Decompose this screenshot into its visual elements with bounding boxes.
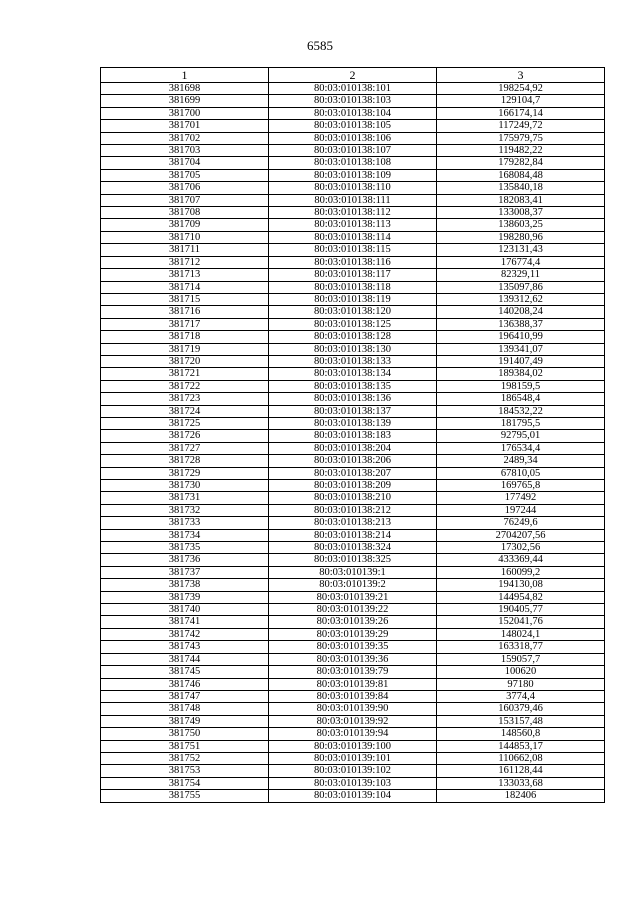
table-cell-col-2: 80:03:010138:112 bbox=[269, 207, 437, 219]
table-cell-col-1: 381708 bbox=[101, 207, 269, 219]
table-cell-col-1: 381734 bbox=[101, 529, 269, 541]
table-row bbox=[101, 368, 605, 380]
table-row bbox=[101, 256, 605, 268]
table-cell-col-1: 381753 bbox=[101, 765, 269, 777]
table-row bbox=[101, 604, 605, 616]
table-body bbox=[101, 83, 605, 803]
table-cell-col-3: 152041,76 bbox=[437, 616, 605, 628]
table-cell-col-3: 82329,11 bbox=[437, 269, 605, 281]
table-cell-col-1: 381711 bbox=[101, 244, 269, 256]
table-row bbox=[101, 107, 605, 119]
table-cell-col-1: 381701 bbox=[101, 120, 269, 132]
table-cell-col-3: 138603,25 bbox=[437, 219, 605, 231]
table-cell-col-1: 381712 bbox=[101, 256, 269, 268]
table-cell-col-2: 80:03:010138:105 bbox=[269, 120, 437, 132]
table-cell-col-1: 381735 bbox=[101, 542, 269, 554]
table-cell-col-2: 80:03:010138:104 bbox=[269, 107, 437, 119]
table-cell-col-1: 381707 bbox=[101, 194, 269, 206]
column-header-3: 3 bbox=[437, 68, 605, 83]
table-cell-col-2: 80:03:010139:81 bbox=[269, 678, 437, 690]
table-cell-col-1: 381724 bbox=[101, 405, 269, 417]
table-cell-col-3: 176774,4 bbox=[437, 256, 605, 268]
table-cell-col-3: 129104,7 bbox=[437, 95, 605, 107]
table-cell-col-1: 381703 bbox=[101, 145, 269, 157]
table-cell-col-2: 80:03:010139:1 bbox=[269, 566, 437, 578]
table-cell-col-3: 198159,5 bbox=[437, 380, 605, 392]
table-row bbox=[101, 231, 605, 243]
table-cell-col-1: 381746 bbox=[101, 678, 269, 690]
table-row bbox=[101, 690, 605, 702]
table-cell-col-2: 80:03:010139:36 bbox=[269, 653, 437, 665]
table-row bbox=[101, 653, 605, 665]
table-cell-col-1: 381750 bbox=[101, 728, 269, 740]
table-cell-col-1: 381740 bbox=[101, 604, 269, 616]
table-cell-col-2: 80:03:010139:94 bbox=[269, 728, 437, 740]
table-cell-col-3: 168084,48 bbox=[437, 169, 605, 181]
table-cell-col-3: 136388,37 bbox=[437, 318, 605, 330]
table-cell-col-2: 80:03:010138:212 bbox=[269, 504, 437, 516]
table-row bbox=[101, 306, 605, 318]
table-cell-col-3: 161128,44 bbox=[437, 765, 605, 777]
table-cell-col-3: 97180 bbox=[437, 678, 605, 690]
table-cell-col-1: 381721 bbox=[101, 368, 269, 380]
table-row bbox=[101, 169, 605, 181]
table-row bbox=[101, 331, 605, 343]
table-cell-col-3: 177492 bbox=[437, 492, 605, 504]
table-row bbox=[101, 790, 605, 802]
table-cell-col-1: 381706 bbox=[101, 182, 269, 194]
table-cell-col-1: 381728 bbox=[101, 455, 269, 467]
table-cell-col-2: 80:03:010138:325 bbox=[269, 554, 437, 566]
table-row bbox=[101, 765, 605, 777]
table-cell-col-2: 80:03:010138:113 bbox=[269, 219, 437, 231]
table-cell-col-3: 179282,84 bbox=[437, 157, 605, 169]
table-cell-col-2: 80:03:010139:101 bbox=[269, 752, 437, 764]
table-cell-col-3: 17302,56 bbox=[437, 542, 605, 554]
table-cell-col-2: 80:03:010138:207 bbox=[269, 467, 437, 479]
table-row bbox=[101, 641, 605, 653]
header-row bbox=[101, 68, 605, 83]
table-cell-col-1: 381732 bbox=[101, 504, 269, 516]
table-cell-col-3: 76249,6 bbox=[437, 517, 605, 529]
table-cell-col-1: 381731 bbox=[101, 492, 269, 504]
table-cell-col-2: 80:03:010138:136 bbox=[269, 393, 437, 405]
table-cell-col-3: 160379,46 bbox=[437, 703, 605, 715]
table-cell-col-2: 80:03:010138:108 bbox=[269, 157, 437, 169]
table-row bbox=[101, 393, 605, 405]
table-cell-col-3: 3774,4 bbox=[437, 690, 605, 702]
table-row bbox=[101, 666, 605, 678]
table-cell-col-1: 381717 bbox=[101, 318, 269, 330]
table-cell-col-3: 2704207,56 bbox=[437, 529, 605, 541]
table-cell-col-3: 135097,86 bbox=[437, 281, 605, 293]
table-cell-col-1: 381716 bbox=[101, 306, 269, 318]
table-row bbox=[101, 405, 605, 417]
table-cell-col-3: 433369,44 bbox=[437, 554, 605, 566]
table-row bbox=[101, 83, 605, 95]
table-cell-col-1: 381719 bbox=[101, 343, 269, 355]
table-cell-col-3: 184532,22 bbox=[437, 405, 605, 417]
table-row bbox=[101, 591, 605, 603]
table-cell-col-2: 80:03:010139:21 bbox=[269, 591, 437, 603]
table-cell-col-1: 381741 bbox=[101, 616, 269, 628]
table-row bbox=[101, 529, 605, 541]
table-row bbox=[101, 554, 605, 566]
table-cell-col-1: 381720 bbox=[101, 355, 269, 367]
table-cell-col-2: 80:03:010139:104 bbox=[269, 790, 437, 802]
table-cell-col-1: 381743 bbox=[101, 641, 269, 653]
table-cell-col-2: 80:03:010138:213 bbox=[269, 517, 437, 529]
table-cell-col-2: 80:03:010139:35 bbox=[269, 641, 437, 653]
table-row bbox=[101, 318, 605, 330]
table-row bbox=[101, 517, 605, 529]
table-cell-col-3: 175979,75 bbox=[437, 132, 605, 144]
table-row bbox=[101, 480, 605, 492]
table-row bbox=[101, 343, 605, 355]
table-row bbox=[101, 355, 605, 367]
table-cell-col-3: 160099,2 bbox=[437, 566, 605, 578]
table-cell-col-2: 80:03:010138:125 bbox=[269, 318, 437, 330]
table-row bbox=[101, 492, 605, 504]
table-row bbox=[101, 467, 605, 479]
table-cell-col-1: 381727 bbox=[101, 442, 269, 454]
table-cell-col-2: 80:03:010138:183 bbox=[269, 430, 437, 442]
table-cell-col-3: 119482,22 bbox=[437, 145, 605, 157]
table-cell-col-3: 169765,8 bbox=[437, 480, 605, 492]
table-cell-col-1: 381718 bbox=[101, 331, 269, 343]
table-cell-col-2: 80:03:010138:115 bbox=[269, 244, 437, 256]
table-cell-col-3: 182083,41 bbox=[437, 194, 605, 206]
table-cell-col-3: 140208,24 bbox=[437, 306, 605, 318]
table-cell-col-1: 381723 bbox=[101, 393, 269, 405]
table-cell-col-2: 80:03:010139:26 bbox=[269, 616, 437, 628]
table-cell-col-1: 381733 bbox=[101, 517, 269, 529]
table-cell-col-2: 80:03:010138:114 bbox=[269, 231, 437, 243]
table-row bbox=[101, 145, 605, 157]
table-cell-col-1: 381722 bbox=[101, 380, 269, 392]
table-cell-col-2: 80:03:010138:106 bbox=[269, 132, 437, 144]
table-cell-col-2: 80:03:010139:103 bbox=[269, 777, 437, 789]
table-row bbox=[101, 628, 605, 640]
table-cell-col-3: 198254,92 bbox=[437, 83, 605, 95]
table-cell-col-1: 381738 bbox=[101, 579, 269, 591]
table-cell-col-1: 381730 bbox=[101, 480, 269, 492]
table-cell-col-2: 80:03:010139:90 bbox=[269, 703, 437, 715]
table-row bbox=[101, 442, 605, 454]
table-cell-col-2: 80:03:010138:204 bbox=[269, 442, 437, 454]
table-row bbox=[101, 182, 605, 194]
table-cell-col-2: 80:03:010138:111 bbox=[269, 194, 437, 206]
table-cell-col-2: 80:03:010139:2 bbox=[269, 579, 437, 591]
page-number: 6585 bbox=[307, 38, 333, 53]
table-cell-col-2: 80:03:010139:100 bbox=[269, 740, 437, 752]
table-cell-col-2: 80:03:010139:102 bbox=[269, 765, 437, 777]
table-cell-col-3: 67810,05 bbox=[437, 467, 605, 479]
table-cell-col-1: 381699 bbox=[101, 95, 269, 107]
table-cell-col-2: 80:03:010139:84 bbox=[269, 690, 437, 702]
table-cell-col-2: 80:03:010139:22 bbox=[269, 604, 437, 616]
table-row bbox=[101, 380, 605, 392]
table-row bbox=[101, 616, 605, 628]
table-cell-col-1: 381702 bbox=[101, 132, 269, 144]
table-cell-col-3: 110662,08 bbox=[437, 752, 605, 764]
table-cell-col-3: 181795,5 bbox=[437, 417, 605, 429]
table-cell-col-1: 381700 bbox=[101, 107, 269, 119]
table-cell-col-2: 80:03:010138:117 bbox=[269, 269, 437, 281]
table-cell-col-1: 381737 bbox=[101, 566, 269, 578]
table-row bbox=[101, 430, 605, 442]
table-cell-col-2: 80:03:010138:116 bbox=[269, 256, 437, 268]
table-cell-col-3: 166174,14 bbox=[437, 107, 605, 119]
table-cell-col-3: 159057,7 bbox=[437, 653, 605, 665]
table-cell-col-2: 80:03:010139:29 bbox=[269, 628, 437, 640]
table-cell-col-3: 148024,1 bbox=[437, 628, 605, 640]
table-cell-col-2: 80:03:010138:139 bbox=[269, 417, 437, 429]
table-cell-col-2: 80:03:010138:133 bbox=[269, 355, 437, 367]
table-row bbox=[101, 752, 605, 764]
table-cell-col-1: 381714 bbox=[101, 281, 269, 293]
table-row bbox=[101, 132, 605, 144]
table-cell-col-2: 80:03:010138:209 bbox=[269, 480, 437, 492]
table-cell-col-1: 381698 bbox=[101, 83, 269, 95]
table-header bbox=[101, 68, 605, 83]
table-row bbox=[101, 740, 605, 752]
table-row bbox=[101, 777, 605, 789]
table-cell-col-2: 80:03:010138:110 bbox=[269, 182, 437, 194]
table-row bbox=[101, 715, 605, 727]
table-cell-col-3: 117249,72 bbox=[437, 120, 605, 132]
table-cell-col-3: 163318,77 bbox=[437, 641, 605, 653]
table-cell-col-3: 135840,18 bbox=[437, 182, 605, 194]
table-cell-col-2: 80:03:010138:137 bbox=[269, 405, 437, 417]
table-cell-col-2: 80:03:010138:206 bbox=[269, 455, 437, 467]
table-cell-col-3: 190405,77 bbox=[437, 604, 605, 616]
table-cell-col-3: 186548,4 bbox=[437, 393, 605, 405]
table-cell-col-2: 80:03:010138:109 bbox=[269, 169, 437, 181]
table-row bbox=[101, 194, 605, 206]
table-cell-col-1: 381742 bbox=[101, 628, 269, 640]
table-cell-col-1: 381715 bbox=[101, 293, 269, 305]
table-row bbox=[101, 244, 605, 256]
column-header-2: 2 bbox=[269, 68, 437, 83]
table-row bbox=[101, 455, 605, 467]
table-cell-col-3: 191407,49 bbox=[437, 355, 605, 367]
table-cell-col-3: 176534,4 bbox=[437, 442, 605, 454]
table-row bbox=[101, 293, 605, 305]
table-cell-col-3: 139312,62 bbox=[437, 293, 605, 305]
table-cell-col-2: 80:03:010139:92 bbox=[269, 715, 437, 727]
table-cell-col-2: 80:03:010138:120 bbox=[269, 306, 437, 318]
data-table bbox=[100, 67, 605, 803]
table-row bbox=[101, 219, 605, 231]
table-row bbox=[101, 703, 605, 715]
table-cell-col-3: 144954,82 bbox=[437, 591, 605, 603]
table-cell-col-3: 139341,07 bbox=[437, 343, 605, 355]
table-row bbox=[101, 207, 605, 219]
table-cell-col-3: 133008,37 bbox=[437, 207, 605, 219]
table-cell-col-3: 133033,68 bbox=[437, 777, 605, 789]
table-cell-col-1: 381744 bbox=[101, 653, 269, 665]
table-cell-col-1: 381726 bbox=[101, 430, 269, 442]
table-cell-col-2: 80:03:010138:101 bbox=[269, 83, 437, 95]
table-row bbox=[101, 566, 605, 578]
table-cell-col-1: 381747 bbox=[101, 690, 269, 702]
table-cell-col-3: 2489,34 bbox=[437, 455, 605, 467]
table-row bbox=[101, 542, 605, 554]
table-cell-col-2: 80:03:010138:210 bbox=[269, 492, 437, 504]
table-cell-col-2: 80:03:010138:128 bbox=[269, 331, 437, 343]
table-row bbox=[101, 579, 605, 591]
table-cell-col-1: 381725 bbox=[101, 417, 269, 429]
table-cell-col-1: 381739 bbox=[101, 591, 269, 603]
table-cell-col-3: 123131,43 bbox=[437, 244, 605, 256]
table-cell-col-1: 381745 bbox=[101, 666, 269, 678]
table-cell-col-2: 80:03:010138:118 bbox=[269, 281, 437, 293]
table-cell-col-1: 381729 bbox=[101, 467, 269, 479]
table-cell-col-1: 381709 bbox=[101, 219, 269, 231]
table-cell-col-1: 381748 bbox=[101, 703, 269, 715]
table-cell-col-3: 194130,08 bbox=[437, 579, 605, 591]
table-cell-col-3: 197244 bbox=[437, 504, 605, 516]
table-cell-col-3: 189384,02 bbox=[437, 368, 605, 380]
table-cell-col-1: 381749 bbox=[101, 715, 269, 727]
table-cell-col-3: 148560,8 bbox=[437, 728, 605, 740]
table-row bbox=[101, 95, 605, 107]
table-row bbox=[101, 504, 605, 516]
table-cell-col-1: 381755 bbox=[101, 790, 269, 802]
table-cell-col-2: 80:03:010138:324 bbox=[269, 542, 437, 554]
table-cell-col-2: 80:03:010138:119 bbox=[269, 293, 437, 305]
table-row bbox=[101, 157, 605, 169]
table-cell-col-3: 198280,96 bbox=[437, 231, 605, 243]
table-row bbox=[101, 281, 605, 293]
table-cell-col-2: 80:03:010138:135 bbox=[269, 380, 437, 392]
table-cell-col-1: 381736 bbox=[101, 554, 269, 566]
table-cell-col-1: 381752 bbox=[101, 752, 269, 764]
table-row bbox=[101, 269, 605, 281]
table-cell-col-2: 80:03:010138:107 bbox=[269, 145, 437, 157]
table-cell-col-2: 80:03:010138:134 bbox=[269, 368, 437, 380]
table-cell-col-1: 381713 bbox=[101, 269, 269, 281]
table-row bbox=[101, 120, 605, 132]
table-cell-col-3: 153157,48 bbox=[437, 715, 605, 727]
table-cell-col-1: 381710 bbox=[101, 231, 269, 243]
table-cell-col-3: 182406 bbox=[437, 790, 605, 802]
table-cell-col-3: 196410,99 bbox=[437, 331, 605, 343]
table-cell-col-1: 381751 bbox=[101, 740, 269, 752]
table-cell-col-1: 381705 bbox=[101, 169, 269, 181]
table-cell-col-3: 144853,17 bbox=[437, 740, 605, 752]
table-row bbox=[101, 678, 605, 690]
table-cell-col-1: 381704 bbox=[101, 157, 269, 169]
table-cell-col-2: 80:03:010139:79 bbox=[269, 666, 437, 678]
table-row bbox=[101, 417, 605, 429]
table-cell-col-2: 80:03:010138:130 bbox=[269, 343, 437, 355]
column-header-1: 1 bbox=[101, 68, 269, 83]
table-cell-col-2: 80:03:010138:214 bbox=[269, 529, 437, 541]
table-cell-col-3: 92795,01 bbox=[437, 430, 605, 442]
table-cell-col-3: 100620 bbox=[437, 666, 605, 678]
table-cell-col-2: 80:03:010138:103 bbox=[269, 95, 437, 107]
table-row bbox=[101, 728, 605, 740]
table-cell-col-1: 381754 bbox=[101, 777, 269, 789]
